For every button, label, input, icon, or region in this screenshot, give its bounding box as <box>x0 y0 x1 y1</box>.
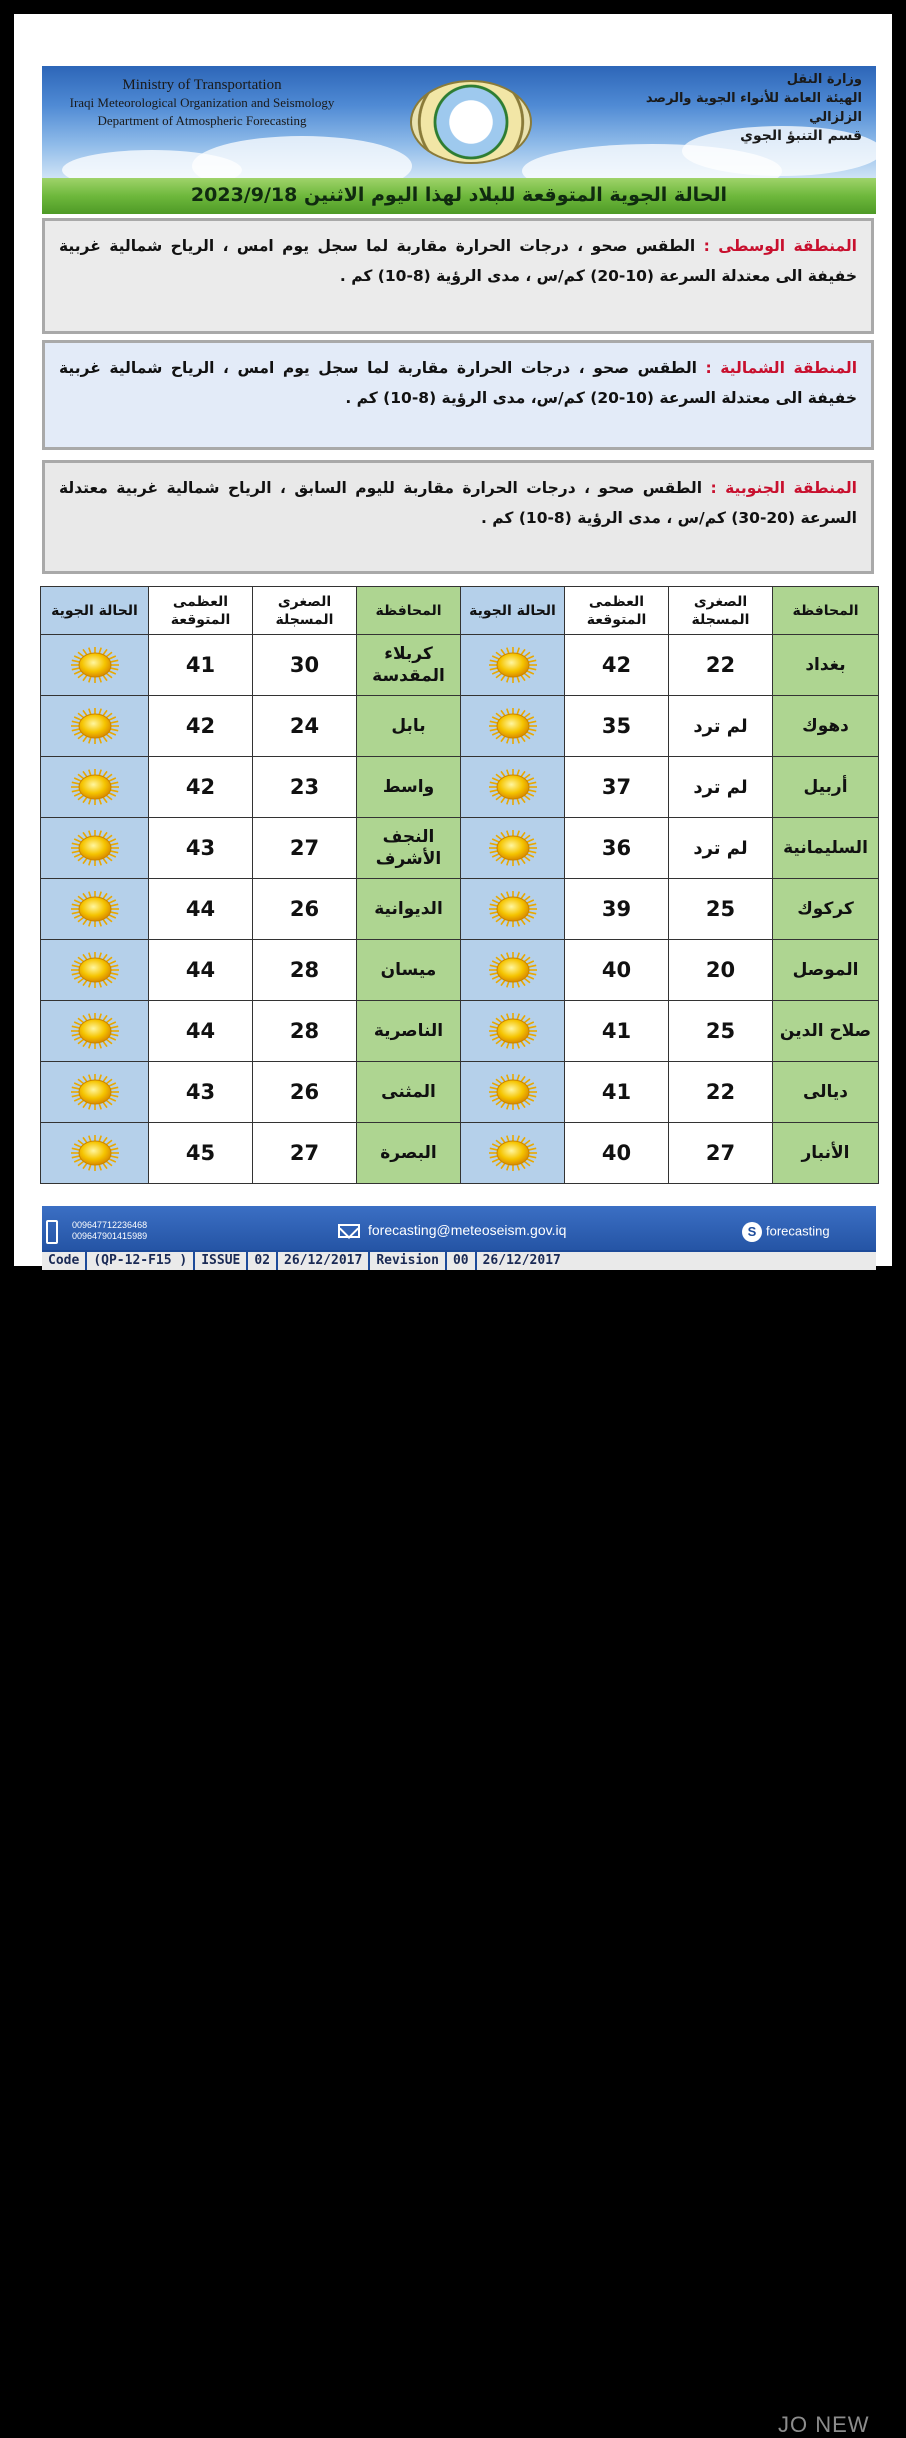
governorate-cell: أربيل <box>773 757 879 818</box>
weather-cell <box>461 818 565 879</box>
governorate-cell: كربلاء المقدسة <box>357 635 461 696</box>
code-value: (QP-12-F15 ) <box>87 1252 195 1270</box>
region-name: المنطقة الوسطى : <box>703 237 857 255</box>
max-expected-cell: 41 <box>565 1062 669 1123</box>
governorate-cell: المثنى <box>357 1062 461 1123</box>
sun-icon <box>68 828 122 868</box>
max-expected-cell: 39 <box>565 879 669 940</box>
phone-number: 009647901415989 <box>72 1231 148 1241</box>
issue-date: 26/12/2017 <box>278 1252 370 1270</box>
max-expected-cell: 45 <box>149 1123 253 1184</box>
header-banner <box>42 66 876 178</box>
governorate-cell: ميسان <box>357 940 461 1001</box>
max-expected-cell: 40 <box>565 1123 669 1184</box>
sun-icon <box>486 1133 540 1173</box>
weather-cell <box>461 879 565 940</box>
governorate-cell: واسط <box>357 757 461 818</box>
min-recorded-cell: 27 <box>253 1123 357 1184</box>
min-recorded-cell: 28 <box>253 940 357 1001</box>
sun-icon <box>486 950 540 990</box>
header-max-expected: العظمى المتوقعة <box>565 587 669 635</box>
region-text: الطقس صحو ، درجات الحرارة مقاربة لليوم السابق ، الرياح شمالية غربية معتدلة السرعة (20-30) كم/س ، مدى الرؤية (8-10) كم . <box>59 479 857 527</box>
header-min-recorded: الصغرى المسجلة <box>669 587 773 635</box>
min-recorded-cell: 28 <box>253 1001 357 1062</box>
governorate-cell: السليمانية <box>773 818 879 879</box>
min-recorded-cell: 25 <box>669 879 773 940</box>
table-row <box>41 1062 879 1123</box>
sun-icon <box>486 767 540 807</box>
min-recorded-cell: لم ترد <box>669 818 773 879</box>
min-recorded-cell: 20 <box>669 940 773 1001</box>
weather-cell <box>461 940 565 1001</box>
header-weather: الحالة الجوية <box>461 587 565 635</box>
organization-en: Iraqi Meteorological Organization and Seismology <box>69 95 335 110</box>
sun-icon <box>68 889 122 929</box>
department-ar: قسم التنبؤ الجوي <box>740 128 862 144</box>
weather-cell <box>461 635 565 696</box>
phone-icon <box>46 1220 58 1244</box>
header-weather: الحالة الجوية <box>41 587 149 635</box>
table-header-row <box>41 587 879 635</box>
table-row <box>41 879 879 940</box>
region-name: المنطقة الشمالية : <box>705 359 858 377</box>
region-north <box>42 340 874 450</box>
ministry-en: Ministry of Transportation <box>122 77 282 93</box>
min-recorded-cell: 30 <box>253 635 357 696</box>
sun-icon <box>486 1072 540 1112</box>
min-recorded-cell: 27 <box>669 1123 773 1184</box>
sun-icon <box>68 706 122 746</box>
sun-icon <box>486 645 540 685</box>
header-english <box>52 76 352 130</box>
governorate-cell: الديوانية <box>357 879 461 940</box>
governorate-cell: بابل <box>357 696 461 757</box>
sun-icon <box>486 889 540 929</box>
sun-icon <box>68 767 122 807</box>
sun-icon <box>68 645 122 685</box>
header-governorate: المحافظة <box>357 587 461 635</box>
sun-icon <box>486 706 540 746</box>
max-expected-cell: 41 <box>565 1001 669 1062</box>
revision-date: 26/12/2017 <box>482 1253 561 1268</box>
phone-number: 009647712236468 <box>72 1220 148 1230</box>
weather-cell <box>41 1001 149 1062</box>
skype-name[interactable]: forecasting <box>766 1223 830 1239</box>
max-expected-cell: 42 <box>565 635 669 696</box>
document-code-bar <box>42 1250 876 1270</box>
region-text: الطقس صحو ، درجات الحرارة مقاربة لما سجل يوم امس ، الرياح شمالية غربية خفيفة الى معتدلة السرعة (10-20) كم/س ، مدى الرؤية (8-10) كم . <box>59 237 857 285</box>
governorate-cell: البصرة <box>357 1123 461 1184</box>
max-expected-cell: 36 <box>565 818 669 879</box>
weather-cell <box>41 940 149 1001</box>
table-row <box>41 818 879 879</box>
table-row <box>41 635 879 696</box>
min-recorded-cell: 24 <box>253 696 357 757</box>
governorate-cell: النجف الأشرف <box>357 818 461 879</box>
weather-cell <box>41 818 149 879</box>
header-min-recorded: الصغرى المسجلة <box>253 587 357 635</box>
organization-logo-icon <box>410 80 532 164</box>
table-row <box>41 757 879 818</box>
department-en: Department of Atmospheric Forecasting <box>97 113 307 128</box>
governorate-cell: ديالى <box>773 1062 879 1123</box>
skype-contact[interactable] <box>742 1222 830 1242</box>
table-row <box>41 696 879 757</box>
skype-icon: S <box>742 1222 762 1242</box>
governorate-cell: الموصل <box>773 940 879 1001</box>
code-label: Code <box>42 1252 87 1270</box>
forecast-page <box>14 14 892 2437</box>
sun-icon <box>68 1011 122 1051</box>
max-expected-cell: 37 <box>565 757 669 818</box>
weather-cell <box>41 879 149 940</box>
issue-label: ISSUE <box>195 1252 248 1270</box>
min-recorded-cell: لم ترد <box>669 696 773 757</box>
governorate-cell: الناصرية <box>357 1001 461 1062</box>
table-row <box>41 1001 879 1062</box>
weather-cell <box>461 757 565 818</box>
header-arabic <box>602 70 862 146</box>
weather-cell <box>41 696 149 757</box>
header-max-expected: العظمى المتوقعة <box>149 587 253 635</box>
organization-ar: الهيئة العامة للأنواء الجوية والرصد الزلزالي <box>645 91 862 125</box>
governorate-cell: دهوك <box>773 696 879 757</box>
sun-icon <box>68 1133 122 1173</box>
region-text: الطقس صحو ، درجات الحرارة مقاربة لما سجل يوم امس ، الرياح شمالية غربية خفيفة الى معتدلة السرعة (10-20) كم/س، مدى الرؤية (8-10) كم . <box>59 359 857 407</box>
weather-cell <box>461 696 565 757</box>
min-recorded-cell: 22 <box>669 1062 773 1123</box>
min-recorded-cell: 23 <box>253 757 357 818</box>
issue-number: 02 <box>248 1252 278 1270</box>
weather-cell <box>41 757 149 818</box>
envelope-icon <box>338 1224 360 1238</box>
table-row <box>41 1123 879 1184</box>
weather-cell <box>41 1062 149 1123</box>
weather-cell <box>41 1123 149 1184</box>
min-recorded-cell: 27 <box>253 818 357 879</box>
governorate-cell: الأنبار <box>773 1123 879 1184</box>
min-recorded-cell: 26 <box>253 1062 357 1123</box>
revision-number: 00 <box>447 1252 477 1270</box>
min-recorded-cell: لم ترد <box>669 757 773 818</box>
header-governorate: المحافظة <box>773 587 879 635</box>
region-central <box>42 218 874 334</box>
region-south <box>42 460 874 574</box>
max-expected-cell: 42 <box>149 757 253 818</box>
ministry-ar: وزارة النقل <box>786 72 862 87</box>
governorate-cell: بغداد <box>773 635 879 696</box>
sun-icon <box>486 1011 540 1051</box>
sun-icon <box>68 1072 122 1112</box>
weather-cell <box>41 635 149 696</box>
sun-icon <box>68 950 122 990</box>
max-expected-cell: 42 <box>149 696 253 757</box>
min-recorded-cell: 22 <box>669 635 773 696</box>
max-expected-cell: 40 <box>565 940 669 1001</box>
governorate-cell: صلاح الدين <box>773 1001 879 1062</box>
max-expected-cell: 41 <box>149 635 253 696</box>
email-address[interactable]: forecasting@meteoseism.gov.iq <box>368 1222 567 1238</box>
weather-cell <box>461 1001 565 1062</box>
revision-label: Revision <box>370 1252 447 1270</box>
max-expected-cell: 43 <box>149 818 253 879</box>
min-recorded-cell: 25 <box>669 1001 773 1062</box>
page-title: الحالة الجوية المتوقعة للبلاد لهذا اليوم الاثنين 2023/9/18 <box>190 184 728 206</box>
title-bar <box>42 178 876 214</box>
table-row <box>41 940 879 1001</box>
max-expected-cell: 44 <box>149 1001 253 1062</box>
watermark: JO NEW <box>778 2412 870 2437</box>
min-recorded-cell: 26 <box>253 879 357 940</box>
max-expected-cell: 44 <box>149 879 253 940</box>
max-expected-cell: 35 <box>565 696 669 757</box>
weather-cell <box>461 1062 565 1123</box>
max-expected-cell: 43 <box>149 1062 253 1123</box>
governorate-cell: كركوك <box>773 879 879 940</box>
region-name: المنطقة الجنوبية : <box>710 479 857 497</box>
phone-numbers <box>72 1220 147 1242</box>
forecast-table <box>40 586 879 1184</box>
weather-cell <box>461 1123 565 1184</box>
max-expected-cell: 44 <box>149 940 253 1001</box>
email-contact[interactable] <box>338 1222 566 1238</box>
sun-icon <box>486 828 540 868</box>
